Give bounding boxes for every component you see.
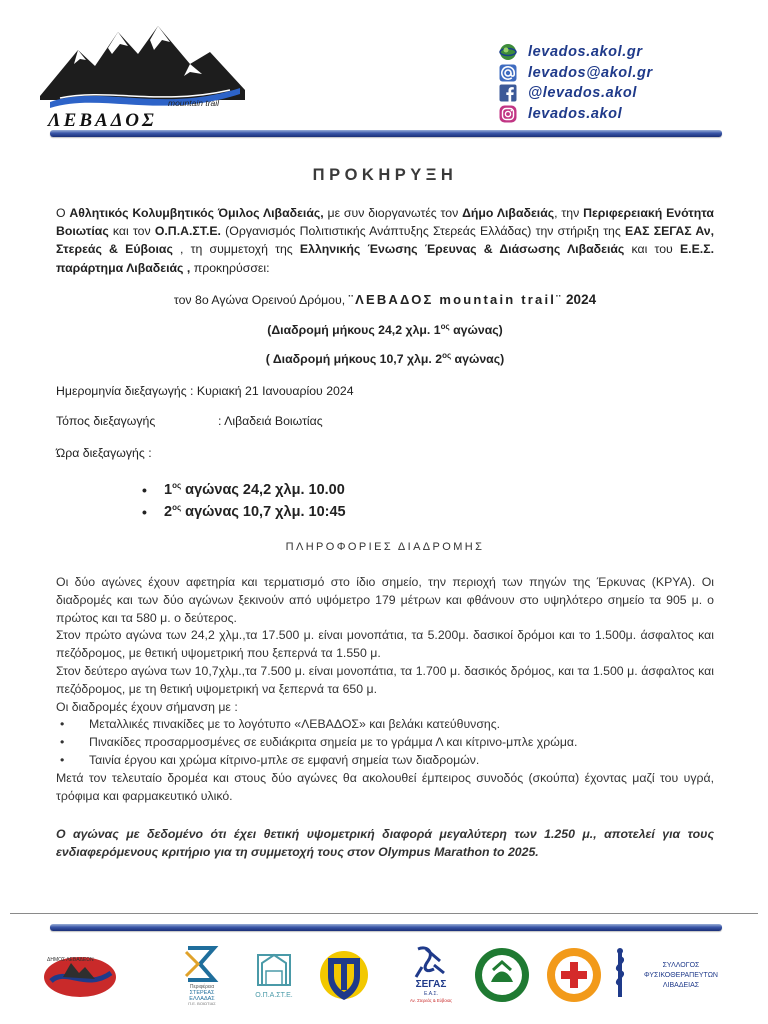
participant-red-cross: Ε.Ε.Σ. παράρτημα Λιβαδειάς , xyxy=(56,242,714,275)
sponsor-opaste xyxy=(244,942,304,1008)
ordinal-suffix: ος xyxy=(440,321,450,331)
sponsor-green-emblem xyxy=(472,942,532,1008)
intro-text: , τη συμμετοχή της xyxy=(172,242,300,257)
sigma-logo-icon xyxy=(172,944,232,1006)
race-number: 2 xyxy=(164,504,173,520)
sponsor-4-sub2: Αν. Στερεάς & Εύβοιας xyxy=(409,998,453,1003)
race-name: ¨ΛΕΒΑΔΟΣ mountain trail¨ xyxy=(348,292,563,307)
mountain-logo-graphic xyxy=(40,18,250,130)
race-announcement xyxy=(56,292,714,307)
sponsor-club-shield xyxy=(316,942,372,1008)
document-title: ΠΡΟΚΗΡΥΞΗ xyxy=(312,166,458,184)
start-time-race-2 xyxy=(142,501,346,523)
participant-rescue-team: Ελληνικής Ένωσης Έρευνας & Διάσωσης Λιβαδειάς xyxy=(299,242,625,257)
sponsor-5-line1: ΣΥΛΛΟΓΟΣ xyxy=(662,962,700,969)
ordinal-suffix: ος xyxy=(172,481,182,491)
start-time-race-1 xyxy=(142,479,346,501)
co-organizer-region: Περιφερειακή Ενότητα Βοιωτίας xyxy=(56,206,714,239)
sponsor-physio-association xyxy=(612,942,732,1008)
intro-text: , την xyxy=(554,206,584,220)
dimos-logo-icon xyxy=(41,947,119,1003)
header-divider xyxy=(50,130,722,137)
route-marking-list xyxy=(56,716,714,769)
logo-wordmark: ΛΕΒΑΔΟΣ xyxy=(48,110,157,130)
sponsor-segas xyxy=(396,942,466,1008)
intro-text: και τον xyxy=(108,224,155,239)
contact-website[interactable] xyxy=(498,42,738,63)
event-time xyxy=(56,446,152,460)
sponsor-rescue-emblem xyxy=(544,942,604,1008)
distance-suffix: αγώνας) xyxy=(451,352,505,366)
ordinal-suffix: ος xyxy=(442,350,452,360)
date-label: Ημερομηνία διεξαγωγής xyxy=(56,384,187,398)
distance-text: (Διαδρομή μήκους 24,2 χλμ. 1 xyxy=(267,323,441,337)
sponsor-4-name: ΣΕΓΑΣ xyxy=(415,979,447,990)
footer-rule xyxy=(10,913,758,914)
sponsor-perifereia xyxy=(172,942,232,1008)
distance-suffix: αγώνας) xyxy=(449,323,503,337)
race-year: 2024 xyxy=(566,292,597,307)
event-place xyxy=(56,414,323,428)
levados-logo xyxy=(40,18,250,130)
intro-text: Ο xyxy=(56,206,70,220)
supporter-segas: ΕΑΣ ΣΕΓΑΣ Αν, Στερεάς & Εύβοιας xyxy=(56,224,715,257)
route-paragraph: Στον πρώτο αγώνα των 24,2 χλμ.,τα 17.500 μ. είναι μονοπάτια, τα 5.200μ. δασικοί δρόμοι και το 1.500μ. άσφαλτος και πεζόδρομος, με θετική υψομετρική που ξεπερνά τα 1.550 μ. xyxy=(56,628,714,661)
sponsor-3-name: Ο.Π.Α.ΣΤ.Ε. xyxy=(255,992,293,999)
facebook-icon xyxy=(498,84,518,102)
distance-text: ( Διαδρομή μήκους 10,7 χλμ. 2 xyxy=(265,352,443,366)
route-info-heading: ΠΛΗΡΟΦΟΡΙΕΣ ΔΙΑΔΡΟΜΗΣ xyxy=(285,541,485,553)
logo-tagline: mountain trail xyxy=(168,98,220,108)
date-value: : Κυριακή 21 Ιανουαρίου 2024 xyxy=(190,384,354,398)
distance-race-1 xyxy=(56,323,714,337)
intro-text: (Οργανισμός Πολιτιστικής Ανάπτυξης Στερεάς Ελλάδας) την στήριξη της xyxy=(220,224,626,239)
contact-email[interactable] xyxy=(498,63,738,84)
sponsor-2-line3: ΕΛΛΑΔΑΣ xyxy=(189,996,215,1002)
sponsor-1-name: ΔΗΜΟΣ ΛΕΒΑΔΕΩΝ xyxy=(47,957,94,963)
segas-logo-icon xyxy=(396,943,466,1007)
globe-icon xyxy=(498,43,518,61)
rescue-emblem-icon xyxy=(545,946,603,1004)
instagram-icon xyxy=(498,105,518,123)
start-time-text: αγώνας 10,7 χλμ. 10:45 xyxy=(181,504,346,520)
co-organizer-opaste: Ο.Π.Α.ΣΤ.Ε. xyxy=(154,224,221,239)
contact-list xyxy=(498,42,738,124)
shield-icon xyxy=(318,944,370,1006)
distance-race-2 xyxy=(56,352,714,366)
route-paragraph: Στον δεύτερο αγώνα των 10,7χλμ.,τα 7.500 μ. είναι μονοπάτια, τα 1.700 μ. δασικός δρόμος, και τα 1.500 μ. άσφαλτος και πεζόδρομος, με τη θετική υψομετρική να ξεπερνά τα 650 μ. xyxy=(56,663,714,696)
race-number: 1 xyxy=(164,482,173,498)
route-paragraph: Οι δύο αγώνες έχουν αφετηρία και τερματισμό στο ίδιο σημείο, την περιοχή των πηγών της Έρκυνας (ΚΡΥΑ). Οι διαδρομές και των δύο αγώνων ξεκινούν από υψόμετρο 179 μέτρων και φθάνουν στο υψηλότερο σημείο τα 905 μ. ο πρώτος και τα 580 μ. ο δεύτερος. xyxy=(56,575,714,625)
contact-facebook[interactable] xyxy=(498,83,738,104)
opaste-logo-icon xyxy=(244,945,304,1005)
place-value: : Λιβαδειά Βοιωτίας xyxy=(218,414,323,428)
at-sign-icon xyxy=(498,64,518,82)
green-emblem-icon xyxy=(473,946,531,1004)
sponsor-5-line2: ΦΥΣΙΚΟΘΕΡΑΠΕΥΤΩΝ xyxy=(644,972,718,979)
intro-paragraph xyxy=(56,204,714,277)
start-time-text: αγώνας 24,2 χλμ. 10.00 xyxy=(181,482,345,498)
race-prefix: τον 8ο Αγώνα Ορεινού Δρόμου, xyxy=(173,293,346,307)
list-item: • Ταινία έργου και χρώμα κίτρινο-μπλε σε εμφανή σημεία των διαδρομών. xyxy=(56,752,714,770)
organizer-name: Αθλητικός Κολυμβητικός Όμιλος Λιβαδειάς, xyxy=(69,206,324,220)
header xyxy=(0,0,768,140)
intro-text: προκηρύσσει: xyxy=(190,260,270,275)
contact-instagram[interactable] xyxy=(498,104,738,125)
sponsor-2-line4: Π.Ε. ΒΟΙΩΤΙΑΣ xyxy=(188,1001,216,1006)
sponsor-2-line1: Περιφέρεια xyxy=(189,984,215,990)
route-closing-paragraph: Μετά τον τελευταίο δρομέα και στους δύο αγώνες θα ακολουθεί έμπειρος συνοδός (σκούπα) έχοντας μαζί του υγρά, τρόφιμα και φαρμακευτικό υλικό. xyxy=(56,770,714,803)
sponsor-4-sub: Ε.Α.Σ. xyxy=(424,991,438,997)
website-link[interactable]: levados.akol.gr xyxy=(528,44,643,61)
footer-divider xyxy=(50,924,722,931)
sponsor-2-line2: ΣΤΕΡΕΑΣ xyxy=(189,990,215,996)
event-date xyxy=(56,384,354,398)
route-info xyxy=(56,574,714,805)
sponsor-dimos-levadeon xyxy=(40,942,120,1008)
intro-text: και του xyxy=(624,242,680,257)
route-paragraph: Οι διαδρομές έχουν σήμανση με : xyxy=(56,699,238,714)
list-item: • Πινακίδες προσαρμοσμένες σε ευδιάκριτα σημεία με το γράμμα Λ και κίτρινο-μπλε χρώμα. xyxy=(56,734,714,752)
instagram-link[interactable]: levados.akol xyxy=(528,105,623,122)
qualification-note: Ο αγώνας με δεδομένο ότι έχει θετική υψομετρική διαφορά μεγαλύτερη των 1.250 μ., αποτελεί για τους ενδιαφερόμενους κριτήριο για τη συμμετοχή τους στον Olympus Marathon to 2025. xyxy=(56,827,714,859)
place-label: Τόπος διεξαγωγής xyxy=(56,414,156,428)
co-organizer-municipality: Δήμο Λιβαδειάς xyxy=(462,206,555,220)
time-label: Ώρα διεξαγωγής : xyxy=(56,446,152,460)
sponsor-logos xyxy=(36,942,736,1012)
start-times-list xyxy=(142,479,346,523)
facebook-link[interactable]: @levados.akol xyxy=(528,85,637,102)
list-item: • Μεταλλικές πινακίδες με το λογότυπο «ΛΕΒΑΔΟΣ» και βελάκι κατεύθυνσης. xyxy=(56,716,714,734)
sponsor-5-line3: ΛΙΒΑΔΕΙΑΣ xyxy=(662,982,700,989)
physio-logo-icon xyxy=(613,945,731,1005)
email-link[interactable]: levados@akol.gr xyxy=(528,64,653,81)
ordinal-suffix: ος xyxy=(172,503,182,513)
intro-text: με συν διοργανωτές τον xyxy=(323,206,463,220)
